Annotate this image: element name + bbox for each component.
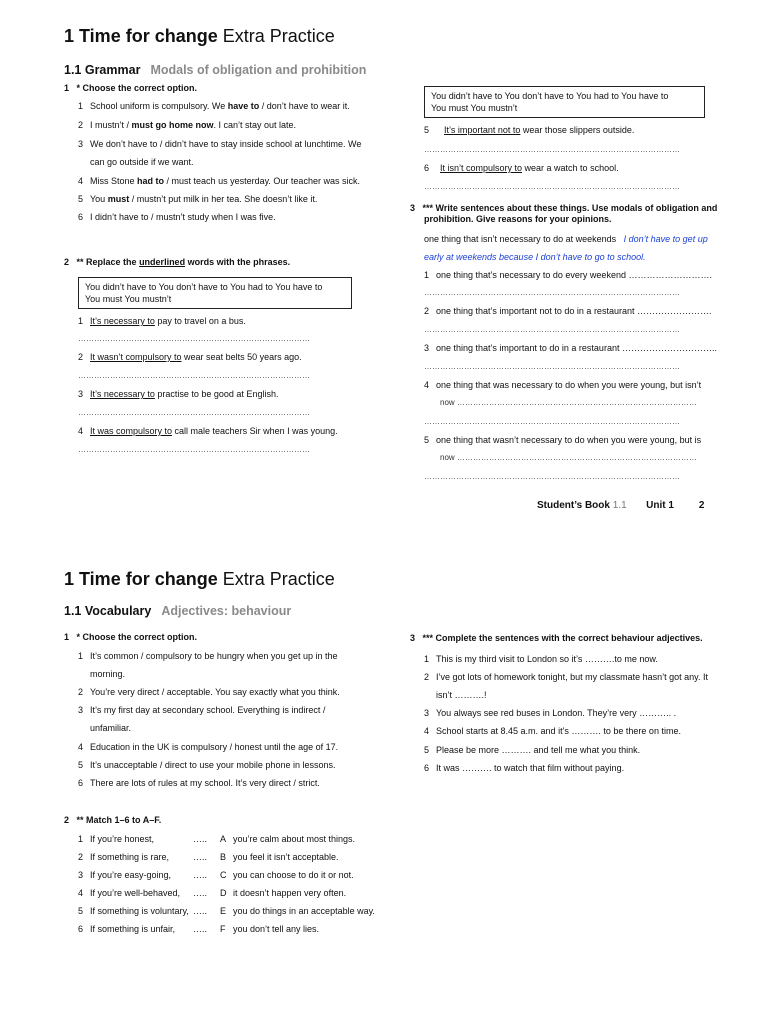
match-row: 3 If you’re easy-going, ….. C you can choose to do it or not.: [78, 870, 354, 880]
exercise-item: 2 one thing that’s important not to do in a restaurant …………………….: [424, 306, 712, 316]
match-blank[interactable]: …..: [193, 834, 208, 844]
answer-line[interactable]: ……………………………………………………………………………: [78, 408, 310, 417]
exercise-item: 2 You’re very direct / acceptable. You say exactly what you think.: [78, 687, 340, 697]
exercise-2-instruction: 2 ** Match 1–6 to A–F.: [64, 815, 162, 825]
exercise-item: 4 Education in the UK is compulsory / honest until the age of 17.: [78, 742, 339, 752]
exercise-item: 5 Please be more ………. and tell me what you think.: [424, 745, 641, 755]
match-row: 4 If you’re well-behaved, ….. D it doesn’t happen very often.: [78, 888, 347, 898]
exercise-item: 1 It’s common / compulsory to be hungry when you get up in the: [78, 651, 338, 661]
exercise-item: 2 It wasn’t compulsory to wear seat belts 50 years ago.: [78, 352, 302, 362]
match-blank[interactable]: …..: [193, 870, 208, 880]
exercise-3-instruction: 3 *** Complete the sentences with the correct behaviour adjectives.: [410, 633, 703, 643]
exercise-item: 4 It was compulsory to call male teachers Sir when I was young.: [78, 426, 338, 436]
match-row: 5 If something is voluntary, ….. E you do things in an acceptable way.: [78, 906, 375, 916]
section-heading: 1.1 Vocabulary Adjectives: behaviour: [64, 604, 292, 618]
exercise-item: 1 It’s necessary to pay to travel on a bus.: [78, 316, 246, 326]
exercise-item-continuation: unfamiliar.: [90, 723, 132, 733]
page-footer: Student’s Book 1.1 Unit 1 2: [537, 500, 705, 511]
exercise-item: 3 one thing that’s important to do in a restaurant …………………………..: [424, 343, 717, 353]
exercise-item: 3 It’s necessary to practise to be good at English.: [78, 389, 279, 399]
exercise-item-continuation: can go outside if we want.: [90, 157, 194, 167]
exercise-2-instruction: 2 ** Replace the underlined words with the phrases.: [64, 257, 291, 267]
match-row: 6 If something is unfair, ….. F you don’t tell any lies.: [78, 924, 320, 934]
phrase-box-line: You must You mustn’t: [431, 103, 518, 113]
exercise-item: 3 We don’t have to / didn’t have to stay inside school at lunchtime. We: [78, 139, 362, 149]
match-blank[interactable]: …..: [193, 852, 208, 862]
exercise-item: 1 School uniform is compulsory. We have to / don’t have to wear it.: [78, 101, 350, 111]
match-blank[interactable]: …..: [193, 906, 208, 916]
exercise-item: 5 You must / mustn’t put milk in her tea. She doesn’t like it.: [78, 194, 318, 204]
answer-line[interactable]: now ………………………………………………………………………………: [440, 453, 697, 462]
exercise-item: 6 It isn’t compulsory to wear a watch to school.: [424, 163, 619, 173]
exercise-item: 5 It’s important not to wear those slippers outside.: [424, 125, 635, 135]
exercise-item-continuation: morning.: [90, 669, 126, 679]
exercise-item-continuation: isn’t ……….!: [436, 690, 487, 700]
phrase-box: [78, 277, 352, 309]
page-title: 1 Time for change Extra Practice: [64, 26, 335, 46]
exercise-3-instruction-cont: prohibition. Give reasons for your opinions.: [424, 214, 612, 224]
example-sentence: one thing that isn’t necessary to do at weekends I don’t have to get up: [424, 234, 708, 244]
exercise-1-instruction: 1 * Choose the correct option.: [64, 83, 198, 93]
answer-line[interactable]: ……………………………………………………………………………: [78, 371, 310, 380]
phrase-box-line: You must You mustn’t: [85, 294, 172, 304]
match-blank[interactable]: …..: [193, 924, 208, 934]
example-answer: early at weekends because I don’t have to go to school.: [424, 252, 646, 262]
section-heading: 1.1 Grammar Modals of obligation and prohibition: [64, 63, 367, 77]
worksheet-page-vocabulary: [0, 560, 768, 1024]
exercise-item: 5 one thing that wasn’t necessary to do when you were young, but is: [424, 435, 702, 445]
exercise-item: 6 I didn’t have to / mustn’t study when I was five.: [78, 212, 276, 222]
answer-line[interactable]: ……………………………………………………………………………………: [424, 472, 680, 481]
exercise-item: 2 I’ve got lots of homework tonight, but my classmate hasn’t got any. It: [424, 672, 708, 682]
match-row: 2 If something is rare, ….. B you feel it isn’t acceptable.: [78, 852, 339, 862]
match-row: 1 If you’re honest, ….. A you’re calm about most things.: [78, 834, 356, 844]
exercise-item: 4 Miss Stone had to / must teach us yesterday. Our teacher was sick.: [78, 176, 360, 186]
answer-line[interactable]: ……………………………………………………………………………………: [424, 417, 680, 426]
answer-line[interactable]: ……………………………………………………………………………………: [424, 362, 680, 371]
exercise-item: 4 School starts at 8.45 a.m. and it’s ………. to be there on time.: [424, 726, 681, 736]
answer-line[interactable]: ……………………………………………………………………………………: [424, 288, 680, 297]
page-title: 1 Time for change Extra Practice: [64, 569, 335, 589]
answer-line[interactable]: ……………………………………………………………………………………: [424, 182, 680, 191]
exercise-item: 3 You always see red buses in London. They’re very ……….. .: [424, 708, 677, 718]
exercise-item: 6 It was ………. to watch that film without paying.: [424, 763, 625, 773]
exercise-item: 1 This is my third visit to London so it’s ……….to me now.: [424, 654, 658, 664]
answer-line[interactable]: ……………………………………………………………………………: [78, 445, 310, 454]
answer-line[interactable]: ……………………………………………………………………………: [78, 334, 310, 343]
phrase-box-line: You didn’t have to You don’t have to You had to You have to: [431, 91, 669, 101]
exercise-item: 5 It’s unacceptable / direct to use your mobile phone in lessons.: [78, 760, 336, 770]
exercise-1-instruction: 1 * Choose the correct option.: [64, 632, 198, 642]
exercise-item: 6 There are lots of rules at my school. It’s very direct / strict.: [78, 778, 320, 788]
answer-line[interactable]: ……………………………………………………………………………………: [424, 145, 680, 154]
match-blank[interactable]: …..: [193, 888, 208, 898]
answer-line[interactable]: now ………………………………………………………………………………: [440, 398, 697, 407]
exercise-item: 1 one thing that’s necessary to do every weekend ……………………….: [424, 270, 712, 280]
exercise-item: 3 It’s my first day at secondary school. Everything is indirect /: [78, 705, 326, 715]
exercise-3-instruction: 3 *** Write sentences about these things. Use modals of obligation and: [410, 203, 718, 213]
exercise-item: 4 one thing that was necessary to do when you were young, but isn’t: [424, 380, 702, 390]
answer-line[interactable]: ……………………………………………………………………………………: [424, 325, 680, 334]
phrase-box-line: You didn’t have to You don’t have to You had to You have to: [85, 282, 323, 292]
exercise-item: 2 I mustn’t / must go home now. I can’t stay out late.: [78, 120, 297, 130]
phrase-box: [424, 86, 705, 118]
